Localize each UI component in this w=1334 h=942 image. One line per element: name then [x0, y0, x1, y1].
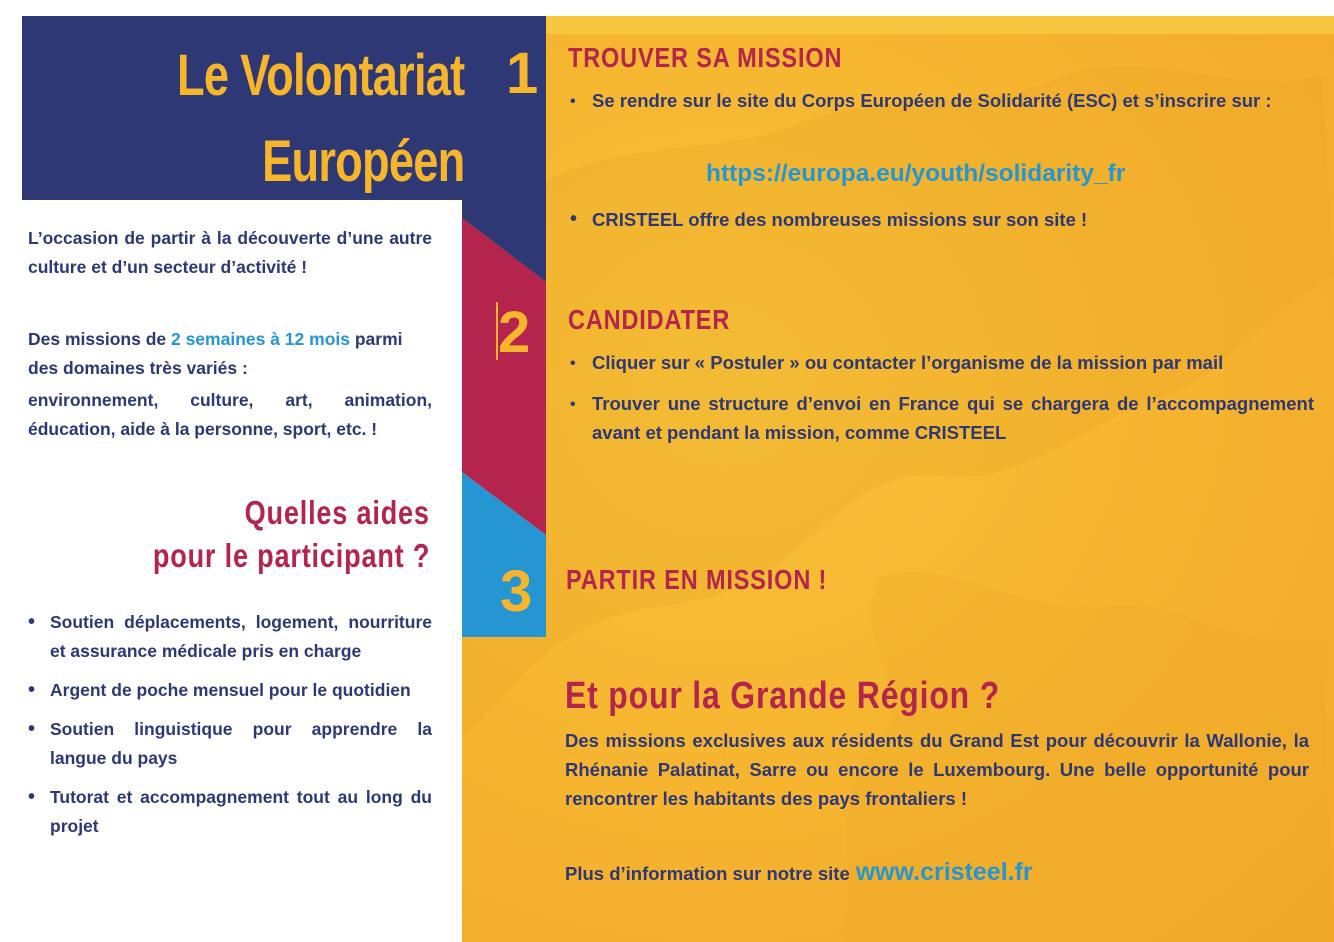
step-number-1: 1: [506, 41, 539, 106]
region-heading: Et pour la Grande Région ?: [565, 675, 1001, 717]
esc-url-link[interactable]: https://europa.eu/youth/solidarity_fr: [706, 160, 1126, 187]
step-2-heading: CANDIDATER: [568, 304, 731, 335]
aides-list-item: • Argent de poche mensuel pour le quotidien: [28, 676, 432, 705]
intro-text: L’occasion de partir à la découverte d’une autre culture et d’un secteur d’activité !: [28, 228, 432, 277]
step-number-3: 3: [500, 559, 533, 624]
domains-text: environnement, culture, art, animation, éducation, aide à la personne, sport, etc. !: [28, 390, 432, 439]
missions-duration-text: [28, 325, 432, 383]
title-line-1: Le Volontariat: [176, 43, 464, 108]
step-2-item-sending-structure: • Trouver une structure d’envoi en France qui se chargera de l’accompagnement avant et pendant la mission, comme CRISTEEL: [570, 389, 1314, 447]
step-2-item-apply: • Cliquer sur « Postuler » ou contacter l’organisme de la mission par mail: [570, 348, 1314, 377]
aides-heading-line-2: pour le participant ?: [152, 537, 430, 574]
more-info-label: Plus d’information sur notre site: [565, 863, 850, 884]
step-1-heading: TROUVER SA MISSION: [568, 42, 843, 73]
missions-duration-highlight: 2 semaines à 12 mois: [170, 329, 350, 349]
region-text: Des missions exclusives aux résidents du Grand Est pour découvrir la Wallonie, la Rhénanie Palatinat, Sarre ou encore le Luxembourg. Une belle opportunité pour rencontrer les habitants des pays frontaliers !: [565, 730, 1309, 809]
step-1-list-continued: [570, 205, 1314, 244]
missions-suffix: parmi des domaines très variés :: [28, 329, 403, 378]
step-1-list: [570, 86, 1314, 125]
step-2-list: [570, 348, 1314, 459]
yellow-panel-top-strip: [462, 16, 1334, 34]
cristeel-site-link[interactable]: www.cristeel.fr: [855, 858, 1033, 886]
step-1-item-register: • Se rendre sur le site du Corps Européen de Solidarité (ESC) et s’inscrire sur :: [570, 86, 1314, 115]
aides-list-item: • Soutien linguistique pour apprendre la langue du pays: [28, 715, 432, 773]
title-line-2: Européen: [261, 129, 464, 194]
step-number-2: 2: [498, 300, 531, 365]
missions-prefix: Des missions de: [28, 329, 171, 349]
aides-list-item: • Soutien déplacements, logement, nourriture et assurance médicale pris en charge: [28, 608, 432, 666]
aides-list: [28, 608, 432, 851]
aides-list-item: • Tutorat et accompagnement tout au long du projet: [28, 783, 432, 841]
step-1-item-cristeel: • CRISTEEL offre des nombreuses missions sur son site !: [570, 205, 1314, 234]
aides-heading-line-1: Quelles aides: [244, 494, 430, 531]
more-info-line: [565, 858, 1033, 887]
step-3-heading: PARTIR EN MISSION !: [566, 564, 828, 595]
